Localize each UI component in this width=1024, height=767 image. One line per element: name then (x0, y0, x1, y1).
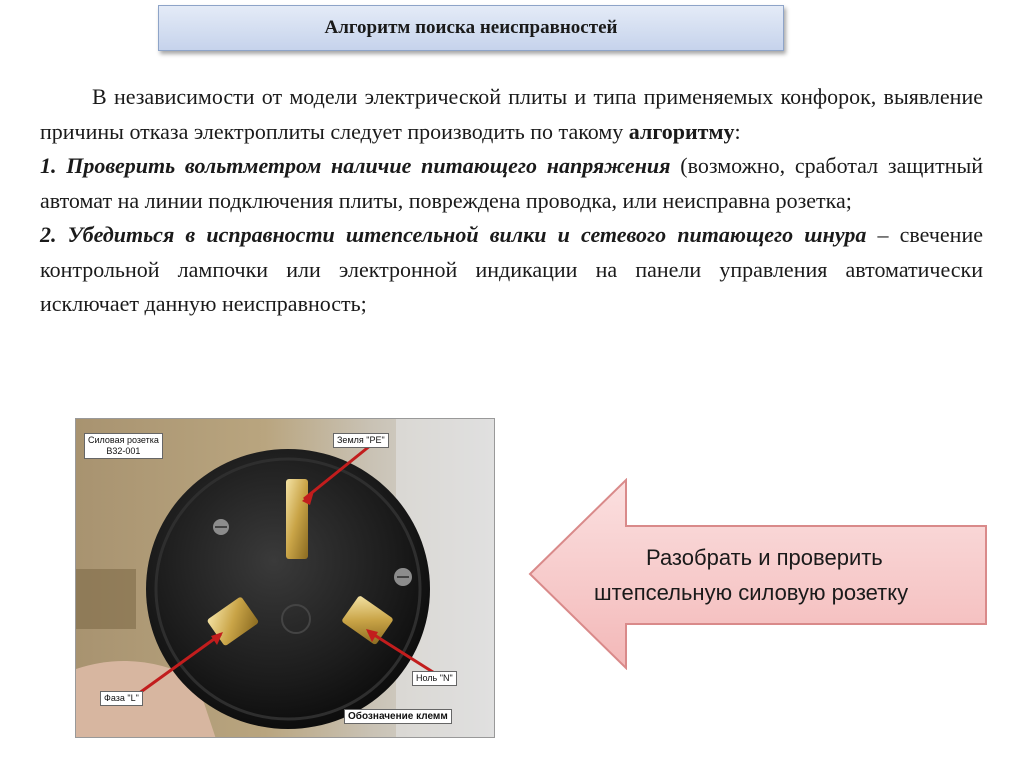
socket-photo (75, 418, 495, 738)
ground-terminal (286, 479, 308, 559)
label-socket-model: В32-001 (106, 446, 141, 456)
label-phase: Фаза "L" (100, 691, 143, 706)
intro-paragraph (40, 80, 983, 149)
intro-text: В независимости от модели электрической плиты и типа применяемых конфорок, выявление причины отказа электроплиты следует производить по такому (40, 84, 983, 144)
step-1-text: (возможно, сработал защитный автомат на линии подключения плиты, повреждена проводка, или неисправна розетка; (40, 153, 984, 213)
step-2-emphasis: Убедиться в исправности штепсельной вилки и сетевого питающего шнура (67, 222, 867, 247)
step-2 (40, 218, 983, 322)
photo-box-shadow (76, 569, 136, 629)
label-socket (84, 433, 163, 459)
body-text (40, 80, 983, 322)
step-2-number: 2. (40, 222, 57, 247)
step-2-text: – свечение контрольной лампочки или электронной индикации на панели управления автоматически исключает данную неисправность; (40, 222, 983, 316)
callout-text (560, 540, 986, 610)
label-ground: Земля "PE" (333, 433, 389, 448)
label-neutral: Ноль "N" (412, 671, 457, 686)
slide-title: Алгоритм поиска неисправностей (324, 17, 618, 38)
intro-bold: алгоритму (628, 118, 735, 144)
callout-line-2: штепсельную силовую розетку (594, 580, 909, 605)
intro-end: : (734, 118, 741, 144)
label-terminals: Обозначение клемм (344, 709, 452, 724)
step-1-number: 1. (40, 153, 57, 178)
step-1 (40, 149, 983, 218)
label-socket-name: Силовая розетка (88, 435, 159, 445)
callout-line-1: Разобрать и проверить (646, 545, 883, 570)
slide-title-box (158, 5, 784, 51)
step-1-emphasis: Проверить вольтметром наличие питающего напряжения (66, 153, 671, 178)
